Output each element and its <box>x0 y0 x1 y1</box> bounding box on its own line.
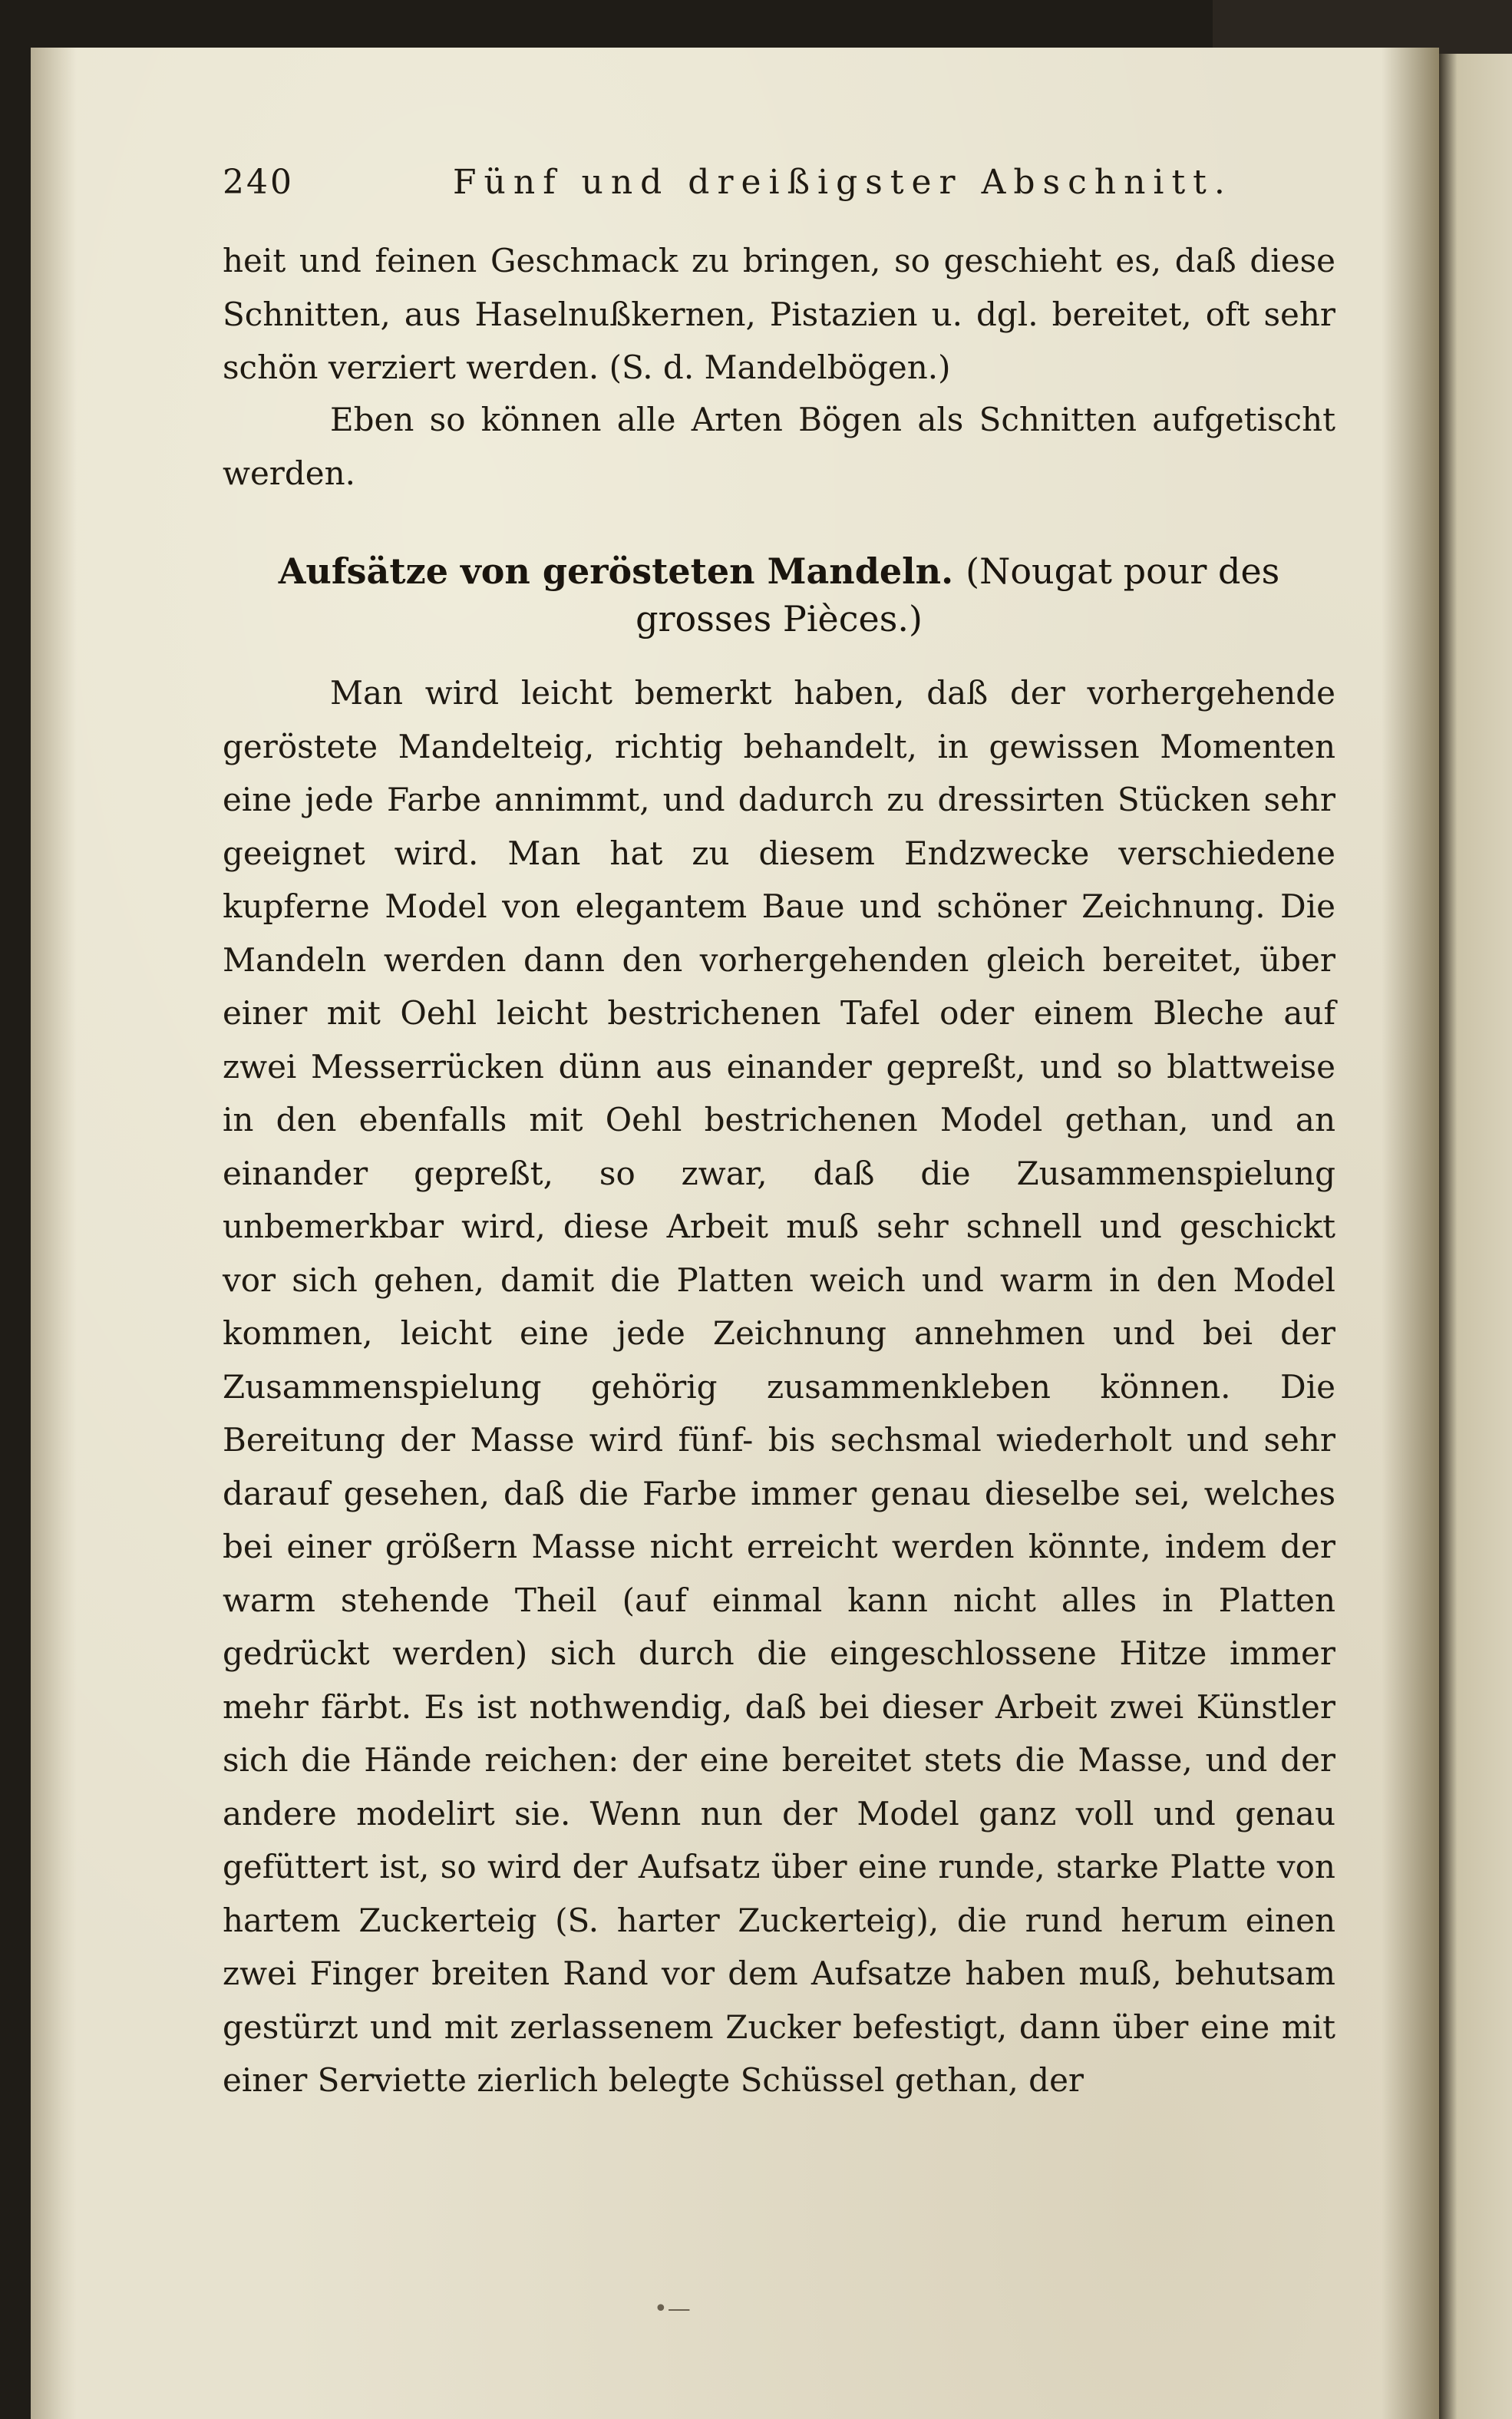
footer-mark: •— <box>654 2295 691 2322</box>
running-head: Fünf und dreißigster Abschnitt. <box>453 163 1233 202</box>
section-title-french: (Nougat pour des grosses Pièces.) <box>636 550 1280 639</box>
paragraph-main: Man wird leicht bemerkt haben, daß der vorhergehende geröstete Mandelteig, richtig behandelt, in gewissen Momenten eine jede Farbe annimmt, und dadurch zu dressirten Stücken sehr geeignet wird. Man hat zu diesem Endzwecke verschiedene kupferne Model von elegantem Baue und schöner Zeichnung. Die Mandeln werden dann den vorhergehenden gleich bereitet, über einer mit Oehl leicht bestrichenen Tafel oder einem Bleche auf zwei Messerrücken dünn aus einander gepreßt, und so blattweise in den ebenfalls mit Oehl bestrichenen Model gethan, und an einander gepreßt, so zwar, daß die Zusammenspielung unbemerkbar wird, diese Arbeit muß sehr schnell und geschickt vor sich gehen, damit die Platten weich und warm in den Model kommen, leicht eine jede Zeichnung annehmen und bei der Zusammenspielung gehörig zusammenkleben können. Die Bereitung der Masse wird fünf- bis sechsmal wiederholt und sehr darauf gesehen, daß die Farbe immer genau dieselbe sei, welches bei einer größern Masse nicht erreicht werden könnte, indem der warm stehende Theil (auf einmal kann nicht alles in Platten gedrückt werden) sich durch die eingeschlossene Hitze immer mehr färbt. Es ist nothwendig, daß bei dieser Arbeit zwei Künstler sich die Hände reichen: der eine bereitet stets die Masse, und der andere modelirt sie. Wenn nun der Model ganz voll und genau gefüttert ist, so wird der Aufsatz über eine runde, starke Platte von hartem Zuckerteig (S. harter Zuckerteig), die rund herum einen zwei Finger breiten Rand vor dem Aufsatze haben muß, behutsam gestürzt und mit zerlassenem Zucker befestigt, dann über eine mit einer Serviette zierlich belegte Schüssel gethan, der <box>223 674 1335 2099</box>
page-gutter-edge <box>31 48 77 2419</box>
adjacent-page-edge <box>1439 54 1512 2419</box>
paragraph-second: Eben so können alle Arten Bögen als Schnitten aufgetischt werden. <box>223 401 1335 492</box>
page-header <box>223 163 1335 209</box>
section-title-german: Aufsätze von gerösteten Mandeln. <box>278 550 954 592</box>
section-title <box>223 547 1335 643</box>
paragraph-intro: heit und feinen Geschmack zu bringen, so geschieht es, daß diese Schnitten, aus Haselnußkernen, Pistazien u. dgl. bereitet, oft sehr schön verziert werden. (S. d. Mandelbögen.) <box>223 242 1335 386</box>
page-fold-shadow <box>1382 48 1439 2419</box>
page-number: 240 <box>223 163 294 202</box>
